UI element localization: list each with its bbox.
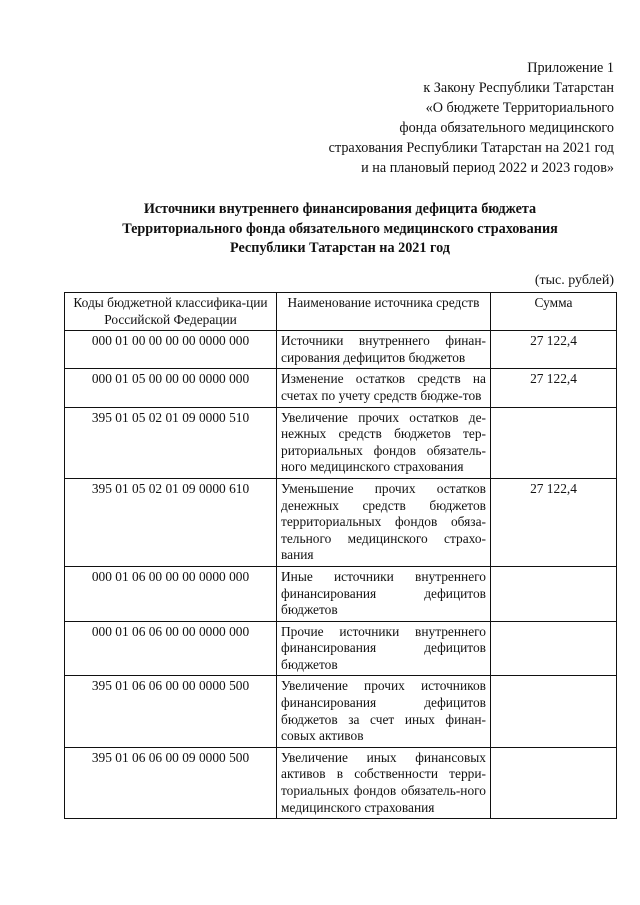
- cell-name: Уменьшение прочих остатков денежных средств бюджетов территориальных фондов обяза-тельного медицинского страхо-вания: [277, 478, 491, 566]
- cell-name: Увеличение прочих источников финансирования дефицитов бюджетов за счет иных финан-совых активов: [277, 676, 491, 747]
- cell-name: Прочие источники внутреннего финансирования дефицитов бюджетов: [277, 621, 491, 676]
- document-title: [40, 200, 640, 259]
- cell-sum: [491, 747, 617, 818]
- cell-name: Источники внутреннего финан-сирования дефицитов бюджетов: [277, 331, 491, 369]
- cell-name: Иные источники внутреннего финансирования дефицитов бюджетов: [277, 566, 491, 621]
- cell-sum: 27 122,4: [491, 331, 617, 369]
- table-row: [65, 331, 617, 369]
- cell-code: 000 01 06 06 00 00 0000 000: [65, 621, 277, 676]
- units-label: (тыс. рублей): [534, 273, 614, 288]
- cell-sum: [491, 621, 617, 676]
- appendix-line: и на плановый период 2022 и 2023 годов»: [361, 160, 614, 176]
- cell-sum: 27 122,4: [491, 369, 617, 407]
- table-row: [65, 676, 617, 747]
- table-row: [65, 369, 617, 407]
- cell-code: 000 01 06 00 00 00 0000 000: [65, 566, 277, 621]
- header-name: Наименование источника средств: [277, 293, 491, 331]
- cell-name: Увеличение иных финансовых активов в собственности терри-ториальных фондов обязатель-ного медицинского страхования: [277, 747, 491, 818]
- cell-sum: 27 122,4: [491, 478, 617, 566]
- table-row: [65, 478, 617, 566]
- title-line: Республики Татарстан на 2021 год: [229, 240, 450, 256]
- appendix-reference: [234, 58, 614, 178]
- cell-code: 000 01 00 00 00 00 0000 000: [65, 331, 277, 369]
- table-row: [65, 747, 617, 818]
- table-header-row: [65, 293, 617, 331]
- cell-code: 395 01 05 02 01 09 0000 510: [65, 407, 277, 478]
- table-row: [65, 566, 617, 621]
- cell-code: 395 01 06 06 00 09 0000 500: [65, 747, 277, 818]
- title-line: Источники внутреннего финансирования дефицита бюджета: [143, 201, 537, 217]
- title-line: Территориального фонда обязательного медицинского страхования: [122, 220, 558, 237]
- appendix-line: Приложение 1: [527, 60, 614, 76]
- table-row: [65, 407, 617, 478]
- cell-sum: [491, 407, 617, 478]
- appendix-line: страхования Республики Татарстан на 2021 год: [328, 140, 614, 156]
- appendix-line: фонда обязательного медицинского: [399, 120, 614, 136]
- financing-sources-table: [64, 292, 617, 819]
- table-row: [65, 621, 617, 676]
- header-codes: Коды бюджетной классифика-ции Российской Федерации: [65, 293, 277, 331]
- cell-sum: [491, 566, 617, 621]
- cell-name: Увеличение прочих остатков де-нежных средств бюджетов тер-риториальных фондов обязатель-ного медицинского страхования: [277, 407, 491, 478]
- cell-code: 395 01 06 06 00 00 0000 500: [65, 676, 277, 747]
- cell-code: 395 01 05 02 01 09 0000 610: [65, 478, 277, 566]
- header-sum: Сумма: [491, 293, 617, 331]
- appendix-line: «О бюджете Территориального: [425, 100, 614, 116]
- cell-name: Изменение остатков средств на счетах по учету средств бюдже-тов: [277, 369, 491, 407]
- appendix-line: к Закону Республики Татарстан: [423, 80, 614, 96]
- cell-code: 000 01 05 00 00 00 0000 000: [65, 369, 277, 407]
- cell-sum: [491, 676, 617, 747]
